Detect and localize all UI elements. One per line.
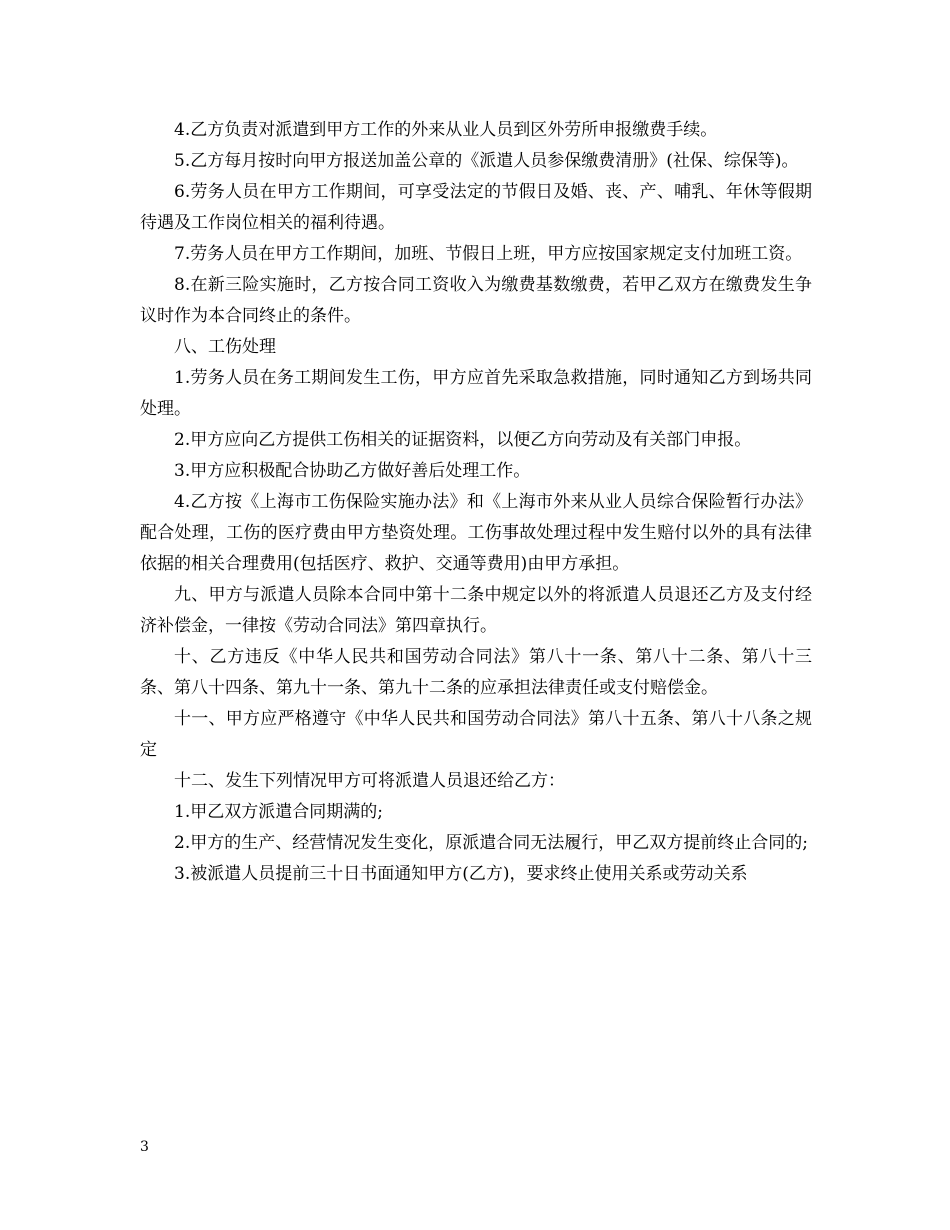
paragraph-clause-8-4: 4.乙方按《上海市工伤保险实施办法》和《上海市外来从业人员综合保险暂行办法》配合处理，工伤的医疗费由甲方垫资处理。工伤事故处理过程中发生赔付以外的具有法律依据的相关合理费用(包括医疗、救护、交通等费用)由甲方承担。 [140,492,812,574]
paragraph-clause-7-5: 5.乙方每月按时向甲方报送加盖公章的《派遣人员参保缴费清册》(社保、综保等)。 [174,151,799,171]
paragraph-article-10: 十、乙方违反《中华人民共和国劳动合同法》第八十一条、第八十二条、第八十三条、第八十四条、第九十一条、第九十二条的应承担法律责任或支付赔偿金。 [140,647,812,698]
paragraph-article-11: 十一、甲方应严格遵守《中华人民共和国劳动合同法》第八十五条、第八十八条之规定 [140,709,812,760]
paragraph-clause-7-8: 8.在新三险实施时，乙方按合同工资收入为缴费基数缴费，若甲乙双方在缴费发生争议时作为本合同终止的条件。 [140,275,812,326]
paragraph-clause-12-3: 3.被派遣人员提前三十日书面通知甲方(乙方)，要求终止使用关系或劳动关系 [174,864,748,884]
document-body [140,115,812,890]
paragraph-clause-7-4: 4.乙方负责对派遣到甲方工作的外来从业人员到区外劳所申报缴费手续。 [174,120,718,140]
paragraph-clause-8-1: 1.劳务人员在务工期间发生工伤，甲方应首先采取急救措施，同时通知乙方到场共同处理。 [140,368,812,419]
paragraph-clause-7-7: 7.劳务人员在甲方工作期间，加班、节假日上班，甲方应按国家规定支付加班工资。 [174,244,803,264]
paragraph-clause-12-1: 1.甲乙双方派遣合同期满的; [174,802,383,822]
section-heading-work-injury: 八、工伤处理 [174,337,276,357]
page-number: 3 [140,1139,149,1155]
paragraph-clause-7-6: 6.劳务人员在甲方工作期间，可享受法定的节假日及婚、丧、产、哺乳、年休等假期待遇及工作岗位相关的福利待遇。 [140,182,812,233]
paragraph-article-9: 九、甲方与派遣人员除本合同中第十二条中规定以外的将派遣人员退还乙方及支付经济补偿金，一律按《劳动合同法》第四章执行。 [140,585,812,636]
paragraph-clause-12-2: 2.甲方的生产、经营情况发生变化，原派遣合同无法履行，甲乙双方提前终止合同的; [174,833,808,853]
paragraph-article-12: 十二、发生下列情况甲方可将派遣人员退还给乙方： [174,771,565,791]
paragraph-clause-8-3: 3.甲方应积极配合协助乙方做好善后处理工作。 [174,461,531,481]
paragraph-clause-8-2: 2.甲方应向乙方提供工伤相关的证据资料，以便乙方向劳动及有关部门申报。 [174,430,752,450]
